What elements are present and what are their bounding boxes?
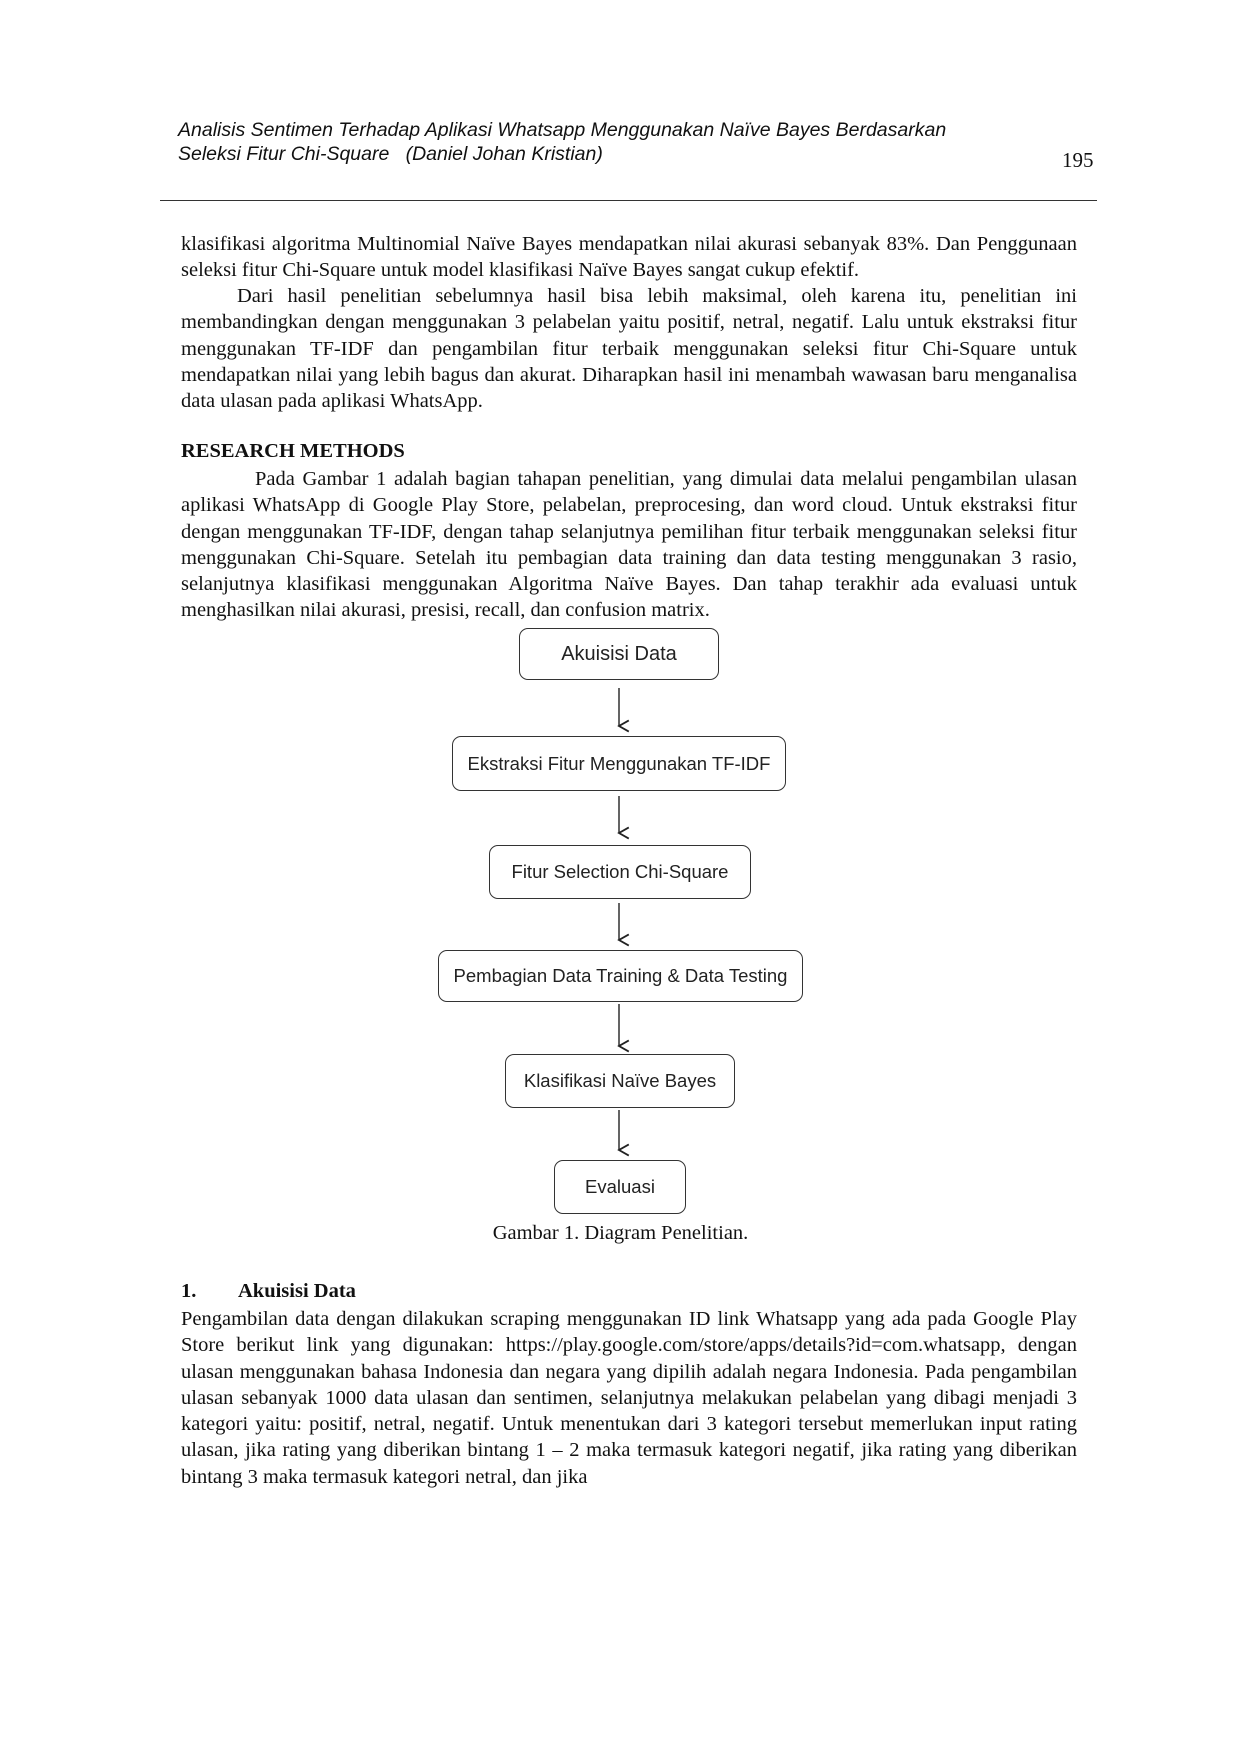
flow-step-fitur-selection <box>489 845 751 899</box>
paragraph-intro-continuation: klasifikasi algoritma Multinomial Naïve Bayes mendapatkan nilai akurasi sebanyak 83%. Dan Penggunaan seleksi fitur Chi-Square untuk model klasifikasi Naïve Bayes sangat cukup efektif. <box>181 233 1077 282</box>
running-header-line2: Seleksi Fitur Chi-Square (Daniel Johan Kristian) <box>178 143 603 165</box>
flow-step-label: Ekstraksi Fitur Menggunakan TF-IDF <box>467 752 771 774</box>
paragraph-akuisisi-data: Pengambilan data dengan dilakukan scraping menggunakan ID link Whatsapp yang ada pada Google Play Store berikut link yang digunakan: https://play.google.com/store/apps/details?id=com.whatsapp, dengan ulasan menggunakan bahasa Indonesia dan negara yang dipilih adalah negara Indonesia. Pada pengambilan ulasan sebanyak 1000 data ulasan dan sentimen, selanjutnya melakukan pelabelan yang dibagi menjadi 3 kategori yaitu: positif, netral, negatif. Untuk menentukan dari 3 kategori tersebut memerlukan input rating ulasan, jika rating yang diberikan bintang 1 – 2 maka termasuk kategori negatif, jika rating yang diberikan bintang 3 maka termasuk kategori netral, dan jika <box>181 1308 1077 1488</box>
paragraph-methods: Pada Gambar 1 adalah bagian tahapan penelitian, yang dimulai data melalui pengambilan ulasan aplikasi WhatsApp di Google Play Store, pelabelan, preprocesing, dan word cloud. Untuk ekstraksi fitur dengan menggunakan TF-IDF, dengan tahap selanjutnya pemilihan fitur terbaik menggunakan seleksi fitur menggunakan Chi-Square. Setelah itu pembagian data training dan data testing menggunakan 3 rasio, selanjutnya klasifikasi menggunakan Algoritma Naïve Bayes. Dan tahap terakhir ada evaluasi untuk menghasilkan nilai akurasi, presisi, recall, dan confusion matrix. <box>181 468 1077 622</box>
flow-step-label: Pembagian Data Training & Data Testing <box>453 965 788 986</box>
subsection-number: 1. <box>181 1280 197 1302</box>
paragraph-previous-research: Dari hasil penelitian sebelumnya hasil bisa lebih maksimal, oleh karena itu, penelitian ini membandingkan dengan menggunakan 3 pelabelan yaitu positif, netral, negatif. Lalu untuk ekstraksi fitur menggunakan TF-IDF dan pengambilan fitur terbaik menggunakan seleksi fitur Chi-Square untuk mendapatkan nilai yang lebih bagus dan akurat. Diharapkan hasil ini menambah wawasan baru menganalisa data ulasan pada aplikasi WhatsApp. <box>181 285 1077 413</box>
figure-caption: Gambar 1. Diagram Penelitian. <box>492 1222 749 1244</box>
flow-step-ekstraksi-fitur <box>452 736 786 791</box>
section-heading-research-methods: RESEARCH METHODS <box>181 440 405 462</box>
flow-step-label: Akuisisi Data <box>561 642 677 665</box>
page-number: 195 <box>1062 148 1094 172</box>
running-header <box>178 118 1038 166</box>
flow-step-akuisisi-data <box>519 628 719 680</box>
flow-step-evaluasi <box>554 1160 686 1214</box>
subsection-title: Akuisisi Data <box>238 1280 356 1302</box>
flow-step-pembagian-data <box>438 950 803 1002</box>
flow-step-label: Fitur Selection Chi-Square <box>511 861 729 882</box>
flow-step-klasifikasi <box>505 1054 735 1108</box>
flow-step-label: Klasifikasi Naïve Bayes <box>523 1070 717 1091</box>
header-divider <box>160 200 1097 201</box>
subsection-heading-akuisisi <box>181 1280 356 1303</box>
running-header-line1: Analisis Sentimen Terhadap Aplikasi Whatsapp Menggunakan Naïve Bayes Berdasarkan <box>178 119 947 141</box>
flow-step-label: Evaluasi <box>585 1176 655 1197</box>
